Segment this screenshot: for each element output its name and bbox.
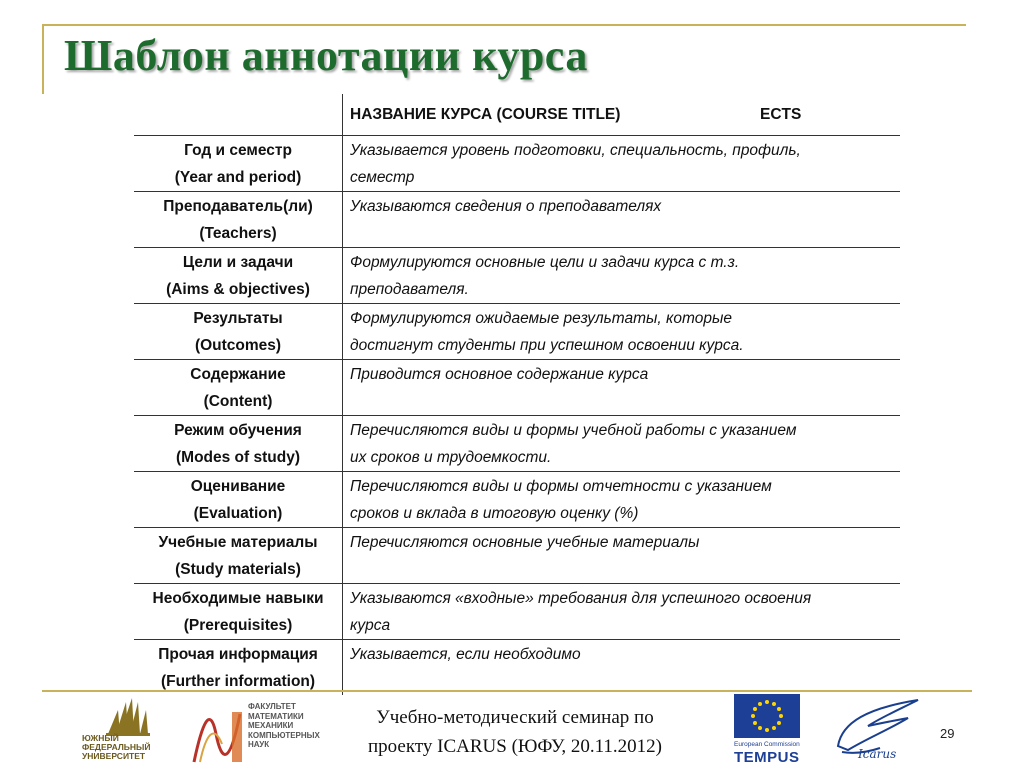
desc-line: Указываются сведения о преподавателях <box>350 198 662 215</box>
row-description <box>343 584 901 640</box>
desc-line: сроков и вклада в итоговую оценку (%) <box>350 505 639 522</box>
page-number: 29 <box>940 726 955 741</box>
sfu-logo <box>82 696 182 764</box>
header-empty-cell <box>134 94 343 136</box>
desc-line: Указывается уровень подготовки, специальность, профиль, <box>350 142 801 159</box>
label-en: (Content) <box>203 393 273 410</box>
table-row <box>134 248 900 304</box>
row-description <box>343 472 901 528</box>
label-en: (Study materials) <box>175 561 301 578</box>
bottom-rule <box>42 690 972 692</box>
icarus-logo <box>828 696 924 764</box>
sfu-line: ФЕДЕРАЛЬНЫЙ <box>82 742 151 752</box>
faculty-name <box>248 702 328 750</box>
label-ru: Содержание <box>190 366 286 383</box>
table-row <box>134 360 900 416</box>
table-row <box>134 472 900 528</box>
label-ru: Учебные материалы <box>158 534 318 551</box>
desc-line: семестр <box>350 169 415 186</box>
label-en: (Aims & objectives) <box>166 281 310 298</box>
desc-line: Указываются «входные» требования для успешного освоения <box>350 590 812 607</box>
top-rule <box>42 24 966 26</box>
row-label <box>134 304 343 360</box>
desc-line: их сроков и трудоемкости. <box>350 449 552 466</box>
eu-flag-icon <box>734 694 800 738</box>
row-label <box>134 248 343 304</box>
desc-line: Формулируются основные цели и задачи курса с т.з. <box>350 254 740 271</box>
desc-line: преподавателя. <box>350 281 469 298</box>
table-row <box>134 136 900 192</box>
faculty-line: МАТЕМАТИКИ <box>248 711 304 721</box>
icarus-wing-icon <box>828 696 924 764</box>
ects-header: ECTS <box>760 106 802 123</box>
desc-line: Указывается, если необходимо <box>350 646 581 663</box>
annotation-table <box>134 94 900 695</box>
row-description <box>343 416 901 472</box>
row-label <box>134 360 343 416</box>
tempus-name: TEMPUS <box>734 749 800 766</box>
table-row <box>134 192 900 248</box>
label-en: (Outcomes) <box>194 337 282 354</box>
label-ru: Год и семестр <box>184 142 292 159</box>
label-ru: Преподаватель(ли) <box>163 198 313 215</box>
sfu-line: УНИВЕРСИТЕТ <box>82 751 146 761</box>
label-en: (Year and period) <box>174 169 302 186</box>
row-description <box>343 248 901 304</box>
table-row <box>134 640 900 696</box>
desc-line: курса <box>350 617 391 634</box>
label-ru: Необходимые навыки <box>152 590 324 607</box>
footer-caption <box>330 703 700 761</box>
row-label <box>134 136 343 192</box>
sfu-name <box>82 734 182 761</box>
table-row <box>134 416 900 472</box>
desc-line: Перечисляются основные учебные материалы <box>350 534 700 551</box>
desc-line: Перечисляются виды и формы отчетности с указанием <box>350 478 772 495</box>
row-label <box>134 584 343 640</box>
label-ru: Оценивание <box>190 478 286 495</box>
tempus-logo <box>734 694 802 766</box>
label-en: (Prerequisites) <box>183 617 293 634</box>
label-en: (Modes of study) <box>176 449 300 466</box>
row-label <box>134 192 343 248</box>
footer-line: проекту ICARUS (ЮФУ, 20.11.2012) <box>368 736 662 757</box>
label-en: (Evaluation) <box>193 505 283 522</box>
faculty-line: МЕХАНИКИ <box>248 721 294 730</box>
desc-line: Приводится основное содержание курса <box>350 366 649 383</box>
table-row <box>134 304 900 360</box>
slide-title: Шаблон аннотации курса <box>64 31 588 80</box>
label-ru: Результаты <box>193 310 283 327</box>
row-label <box>134 416 343 472</box>
label-ru: Режим обучения <box>174 422 302 439</box>
desc-line: Перечисляются виды и формы учебной работы с указанием <box>350 422 797 439</box>
label-ru: Цели и задачи <box>182 254 294 271</box>
faculty-logo <box>190 694 325 766</box>
row-label <box>134 640 343 696</box>
row-description <box>343 360 901 416</box>
footer-line: Учебно-методический семинар по <box>376 707 654 728</box>
header-cell <box>343 94 901 136</box>
label-en: (Further information) <box>160 673 316 690</box>
row-description <box>343 192 901 248</box>
tempus-caption: European Commission <box>734 741 800 748</box>
row-label <box>134 528 343 584</box>
row-description <box>343 528 901 584</box>
table-header-row <box>134 94 900 136</box>
icarus-name: Icarus <box>858 747 897 761</box>
label-ru: Прочая информация <box>158 646 318 663</box>
sfu-emblem-icon <box>82 696 182 736</box>
row-description <box>343 136 901 192</box>
side-rule <box>42 24 44 94</box>
row-description <box>343 640 901 696</box>
faculty-emblem-icon <box>190 694 250 766</box>
desc-line: достигнут студенты при успешном освоении курса. <box>350 337 744 354</box>
course-title-header: НАЗВАНИЕ КУРСА (COURSE TITLE) <box>350 106 621 123</box>
faculty-line: КОМПЬЮТЕРНЫХ <box>248 730 320 740</box>
row-description <box>343 304 901 360</box>
faculty-line: ФАКУЛЬТЕТ <box>248 702 296 711</box>
desc-line: Формулируются ожидаемые результаты, которые <box>350 310 732 327</box>
faculty-line: НАУК <box>248 740 270 749</box>
sfu-line: ЮЖНЫЙ <box>82 733 119 743</box>
table-row <box>134 584 900 640</box>
row-label <box>134 472 343 528</box>
label-en: (Teachers) <box>199 225 277 242</box>
table-row <box>134 528 900 584</box>
